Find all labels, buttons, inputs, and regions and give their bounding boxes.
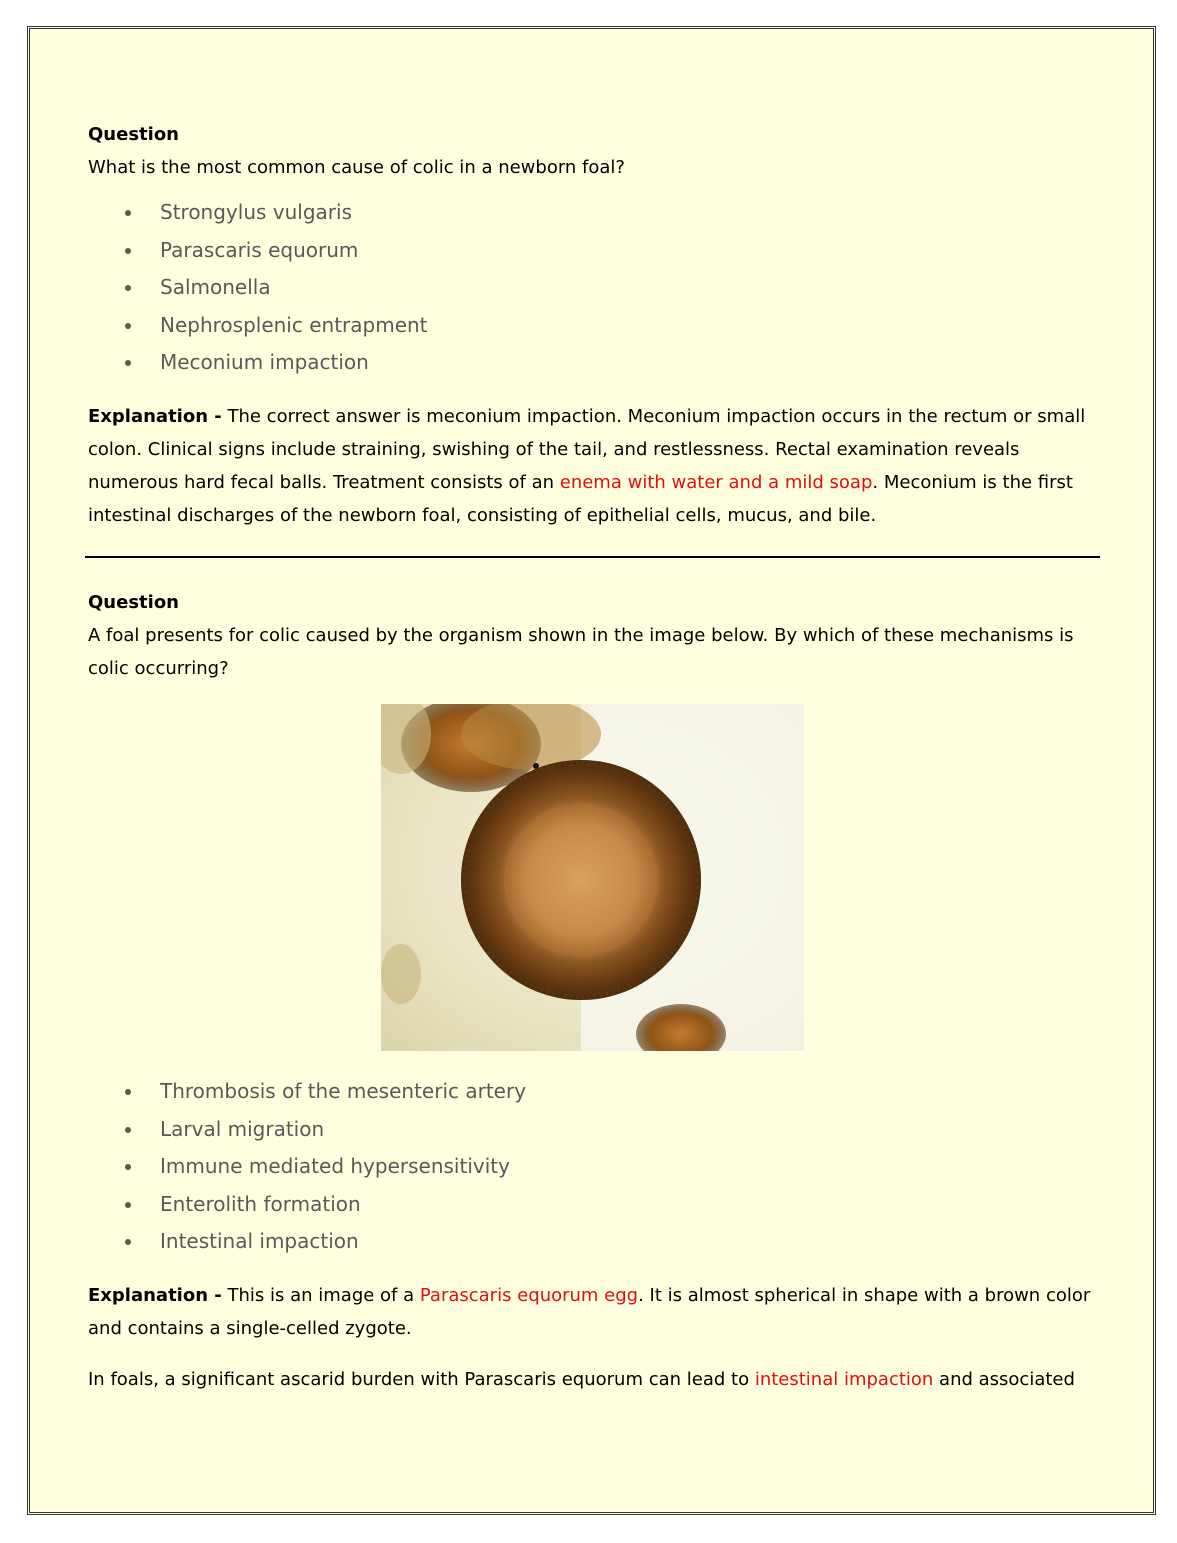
paragraph-highlight: intestinal impaction bbox=[754, 1368, 934, 1390]
option[interactable]: Meconium impaction bbox=[88, 344, 1098, 382]
egg-image bbox=[381, 704, 804, 1051]
parascaris-egg-micrograph bbox=[381, 704, 804, 1051]
question-2 bbox=[88, 590, 1098, 685]
explanation bbox=[88, 1279, 1098, 1345]
question-text: A foal presents for colic caused by the organism shown in the image below. By which of these mechanisms is colic occurring? bbox=[88, 625, 1074, 679]
option[interactable]: Enterolith formation bbox=[88, 1186, 1098, 1224]
option[interactable]: Salmonella bbox=[88, 269, 1098, 307]
option[interactable]: Thrombosis of the mesenteric artery bbox=[88, 1073, 1098, 1111]
question-text: What is the most common cause of colic in a newborn foal? bbox=[88, 157, 625, 178]
paragraph-text-end: and associated bbox=[933, 1368, 1075, 1390]
explanation-text: The correct answer is meconium impaction. Meconium impaction occurs in the rectum or small colon. Clinical signs include straining, swishing of the tail, and restlessness. Rectal examination reveals numerous hard fecal balls. Treatment consists of an bbox=[88, 405, 1086, 493]
option[interactable]: Nephrosplenic entrapment bbox=[88, 307, 1098, 345]
explanation-text-end: . Meconium is the first intestinal discharges of the newborn foal, consisting of epithelial cells, mucus, and bile. bbox=[88, 471, 1073, 526]
option[interactable]: Larval migration bbox=[88, 1111, 1098, 1149]
options-list bbox=[88, 1073, 1098, 1261]
question-2-options bbox=[88, 1065, 1098, 1396]
option[interactable]: Immune mediated hypersensitivity bbox=[88, 1148, 1098, 1186]
option[interactable]: Parascaris equorum bbox=[88, 232, 1098, 270]
question-heading: Question bbox=[88, 592, 179, 613]
explanation-highlight: enema with water and a mild soap bbox=[559, 471, 873, 493]
option[interactable]: Intestinal impaction bbox=[88, 1223, 1098, 1261]
question-heading: Question bbox=[88, 124, 179, 145]
paragraph-text: In foals, a significant ascarid burden with Parascaris equorum can lead to bbox=[88, 1368, 755, 1390]
option[interactable]: Strongylus vulgaris bbox=[88, 194, 1098, 232]
explanation-highlight: Parascaris equorum egg bbox=[419, 1284, 639, 1306]
question-1 bbox=[88, 122, 1098, 532]
options-list bbox=[88, 194, 1098, 382]
explanation-label: Explanation - bbox=[88, 405, 222, 427]
explanation-paragraph-2 bbox=[88, 1363, 1098, 1396]
explanation-text-end: . It is almost spherical in shape with a brown color and contains a single-celled zygote. bbox=[88, 1284, 1091, 1339]
explanation-label: Explanation - bbox=[88, 1284, 222, 1306]
explanation bbox=[88, 400, 1098, 532]
explanation-text: This is an image of a bbox=[221, 1284, 420, 1306]
section-divider bbox=[85, 556, 1100, 558]
